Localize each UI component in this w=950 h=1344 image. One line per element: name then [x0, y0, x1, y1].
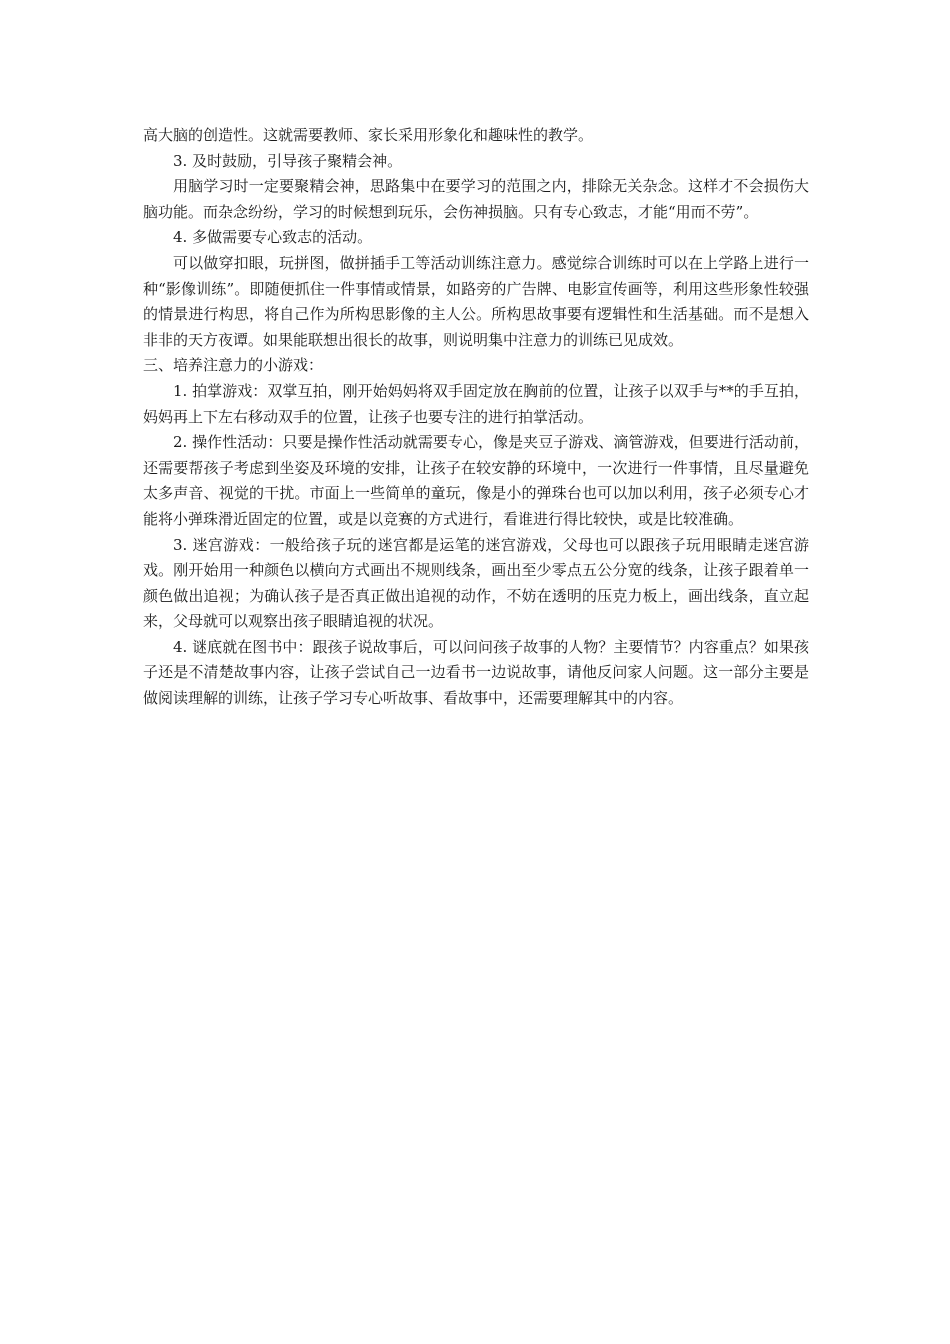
game-item-4: 4. 谜底就在图书中：跟孩子说故事后，可以问问孩子故事的人物？主要情节？内容重点？如果孩子还是不清楚故事内容，让孩子尝试自己一边看书一边说故事，请他反问家人问题。这一部分主要是做阅读理解的训练，让孩子学习专心听故事、看故事中，还需要理解其中的内容。: [143, 637, 809, 708]
paragraph-continuation: 高大脑的创造性。这就需要教师、家长采用形象化和趣味性的教学。: [143, 126, 594, 144]
paragraph-heading-3: 3. 及时鼓励，引导孩子聚精会神。: [173, 151, 403, 170]
game-item-2: 2. 操作性活动：只要是操作性活动就需要专心，像是夹豆子游戏、滴管游戏，但要进行活动前，还需要帮孩子考虑到坐姿及环境的安排，让孩子在较安静的环境中，一次进行一件事情，且尽量避免太多声音、视觉的干扰。市面上一些简单的童玩，像是小的弹珠台也可以加以利用，孩子必须专心才能将小弹珠滑近固定的位置，或是以竞赛的方式进行，看谁进行得比较快，或是比较准确。: [143, 433, 809, 528]
paragraph-body: 用脑学习时一定要聚精会神，思路集中在要学习的范围之内，排除无关杂念。这样才不会损伤大脑功能。而杂念纷纷，学习的时候想到玩乐，会伤神损脑。只有专心致志，才能“用而不劳”。: [143, 177, 809, 221]
section-heading: 三、培养注意力的小游戏：: [143, 356, 324, 375]
paragraph-heading-4: 4. 多做需要专心致志的活动。: [173, 228, 373, 247]
game-item-1: 1. 拍掌游戏：双掌互拍，刚开始妈妈将双手固定放在胸前的位置，让孩子以双手与**的手互拍，妈妈再上下左右移动双手的位置，让孩子也要专注的进行拍掌活动。: [143, 381, 809, 426]
document-body: [143, 123, 809, 712]
paragraph-body: 可以做穿扣眼，玩拼图，做拼插手工等活动训练注意力。感觉综合训练时可以在上学路上进行一种“影像训练”。即随便抓住一件事情或情景，如路旁的广告牌、电影宣传画等，利用这些形象性较强的情景进行构思，将自己作为所构思影像的主人公。所构思故事要有逻辑性和生活基础。而不是想入非非的天方夜谭。如果能联想出很长的故事，则说明集中注意力的训练已见成效。: [143, 253, 809, 349]
game-item-3: 3. 迷宫游戏：一般给孩子玩的迷宫都是运笔的迷宫游戏，父母也可以跟孩子玩用眼睛走迷宫游戏。刚开始用一种颜色以横向方式画出不规则线条，画出至少零点五公分宽的线条，让孩子跟着单一颜色做出追视；为确认孩子是否真正做出追视的动作，不妨在透明的压克力板上，画出线条，直立起来，父母就可以观察出孩子眼睛追视的状况。: [143, 535, 809, 631]
